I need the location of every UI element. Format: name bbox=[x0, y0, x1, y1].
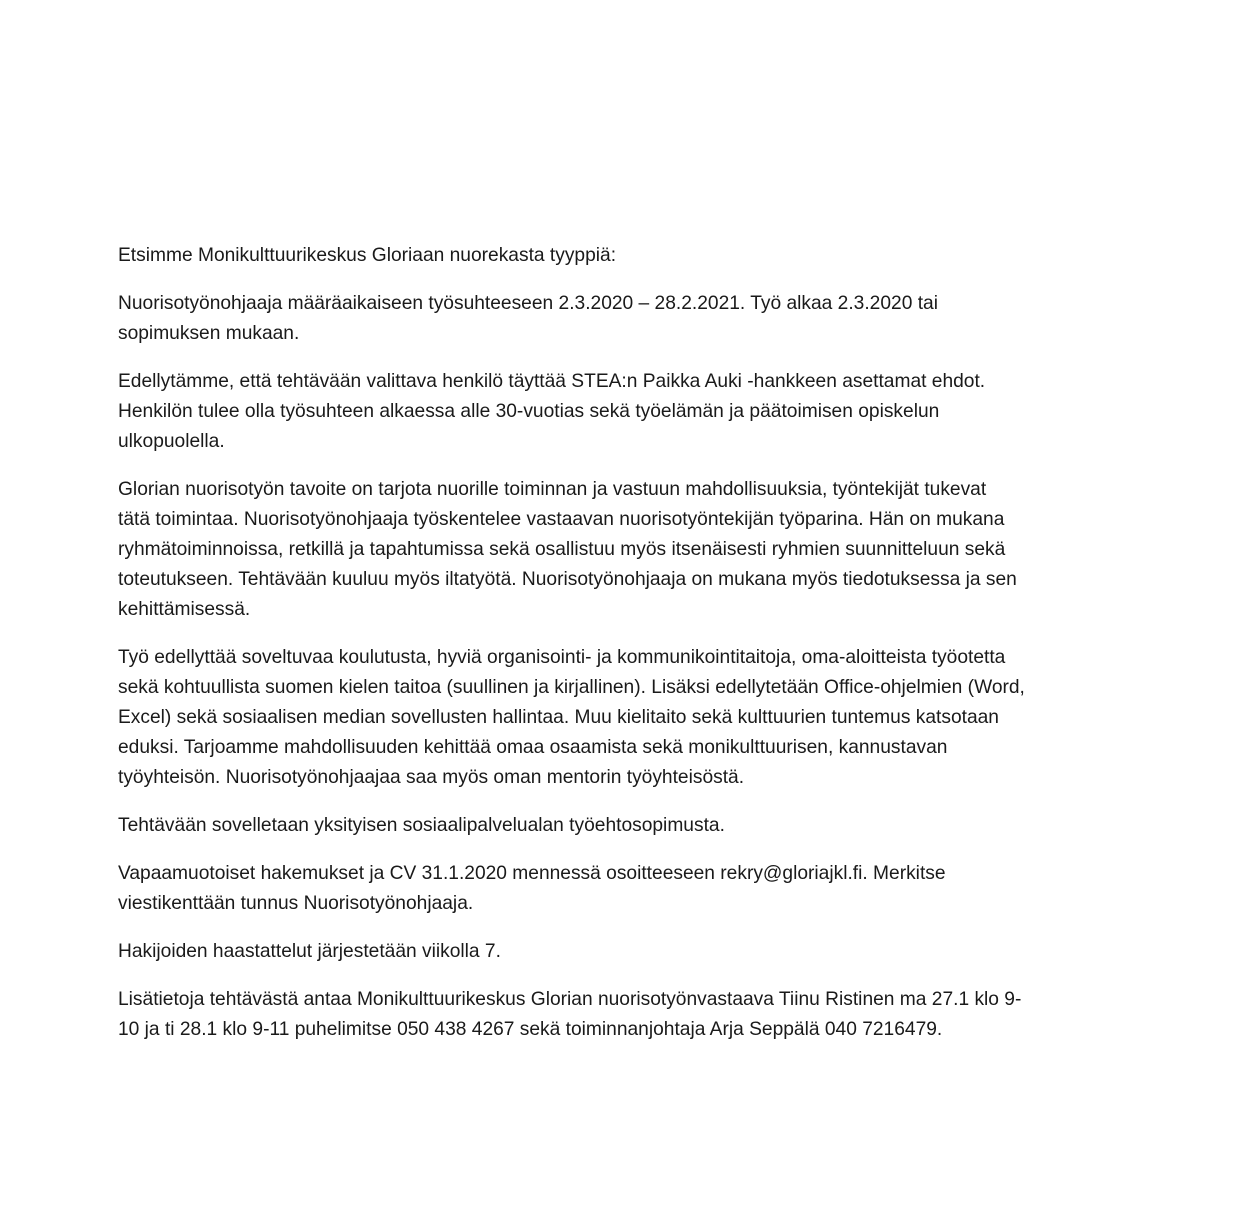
skills-paragraph: Työ edellyttää soveltuvaa koulutusta, hyviä organisointi- ja kommunikointitaitoja, oma-aloitteista työotetta sekä kohtuullista suomen kielen taitoa (suullinen ja kirjallinen). Lisäksi edellytetään Office-ohjelmien (Word, Excel) sekä sosiaalisen median sovellusten hallintaa. Muu kielitaito sekä kulttuurien tuntemus katsotaan eduksi. Tarjoamme mahdollisuuden kehittää omaa osaamista sekä monikulttuurisen, kannustavan työyhteisön. Nuorisotyönohjaajaa saa myös oman mentorin työyhteisöstä. bbox=[118, 647, 1025, 788]
contact-paragraph: Lisätietoja tehtävästä antaa Monikulttuurikeskus Glorian nuorisotyönvastaava Tiinu Ristinen ma 27.1 klo 9- 10 ja ti 28.1 klo 9-11 puhelimitse 050 438 4267 sekä toiminnanjohtaja Arja Seppälä 040 7216479. bbox=[118, 989, 1022, 1040]
requirements-paragraph: Edellytämme, että tehtävään valittava henkilö täyttää STEA:n Paikka Auki -hankkeen asettamat ehdot. Henkilön tulee olla työsuhteen alkaessa alle 30-vuotias sekä työelämän ja päätoimisen opiskelun ulkopuolella. bbox=[118, 371, 986, 452]
document-body bbox=[118, 241, 1128, 1063]
intro-paragraph: Etsimme Monikulttuurikeskus Gloriaan nuorekasta tyyppiä: bbox=[118, 245, 617, 266]
position-paragraph: Nuorisotyönohjaaja määräaikaiseen työsuhteeseen 2.3.2020 – 28.2.2021. Työ alkaa 2.3.2020 tai sopimuksen mukaan. bbox=[118, 293, 938, 344]
collective-agreement-paragraph: Tehtävään sovelletaan yksityisen sosiaalipalvelualan työehtosopimusta. bbox=[118, 815, 725, 836]
application-paragraph: Vapaamuotoiset hakemukset ja CV 31.1.2020 mennessä osoitteeseen rekry@gloriajkl.fi. Merkitse viestikenttään tunnus Nuorisotyönohjaaja. bbox=[118, 863, 946, 914]
job-description-paragraph: Glorian nuorisotyön tavoite on tarjota nuorille toiminnan ja vastuun mahdollisuuksia, työntekijät tukevat tätä toimintaa. Nuorisotyönohjaaja työskentelee vastaavan nuorisotyöntekijän työparina. Hän on mukana ryhmätoiminnoissa, retkillä ja tapahtumissa sekä osallistuu myös itsenäisesti ryhmien suunnitteluun sekä toteutukseen. Tehtävään kuuluu myös iltatyötä. Nuorisotyönohjaaja on mukana myös tiedotuksessa ja sen kehittämisessä. bbox=[118, 479, 1017, 620]
interviews-paragraph: Hakijoiden haastattelut järjestetään viikolla 7. bbox=[118, 941, 501, 962]
